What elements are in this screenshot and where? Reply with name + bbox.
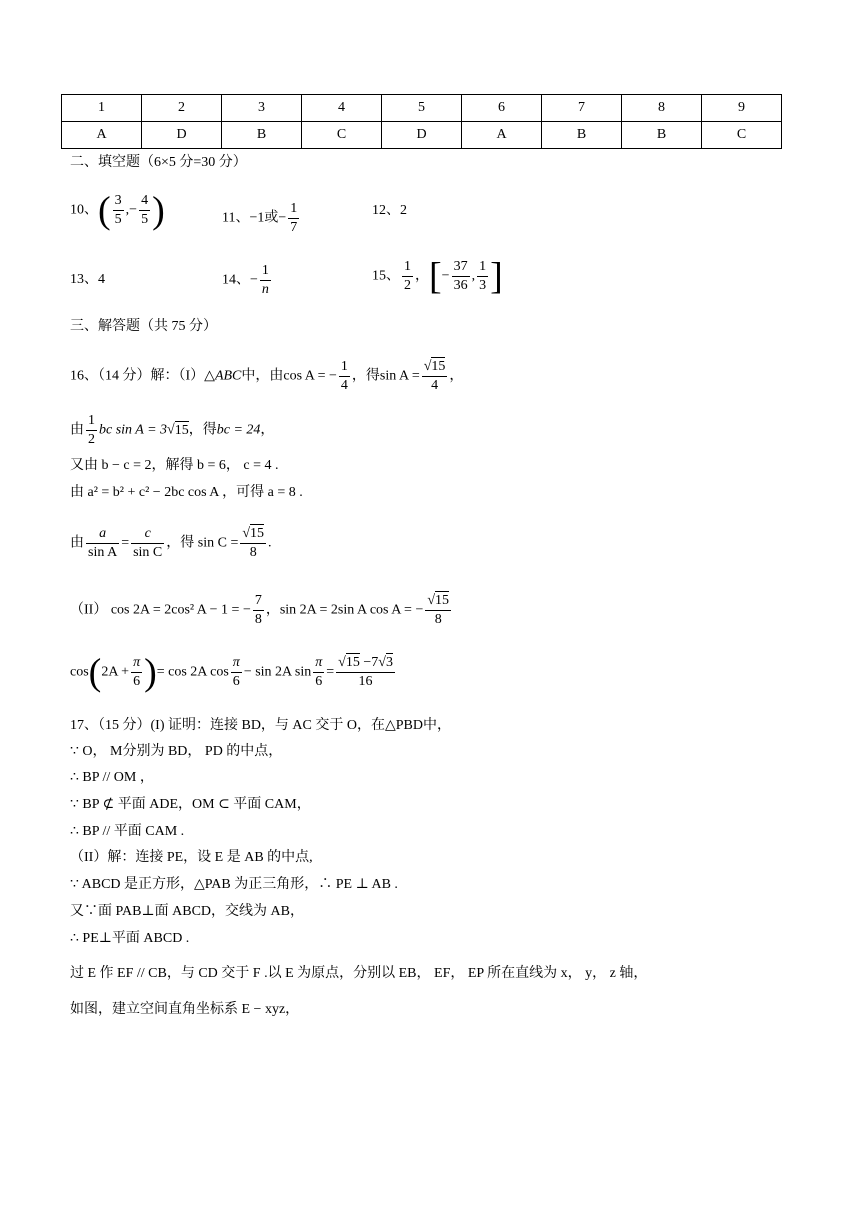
q11: 11、−1或− $\frac{1}{7}$ [222,201,298,235]
section2-heading: 二、填空题（6×5 分=30 分） [70,155,247,170]
q17-line2: ∵ O， M分别为 BD， PD 的中点， [70,744,283,759]
table-cell: 9 [702,95,782,122]
table-cell: 3 [222,95,302,122]
table-cell: 7 [542,95,622,122]
table-cell: 8 [622,95,702,122]
q17-line6: （II）解：连接 PE，设 E 是 AB 的中点, [70,850,313,865]
table-cell: B [622,122,702,149]
table-cell: B [542,122,622,149]
q13: 13、4 [70,272,105,287]
q17-line10: 过 E 作 EF // CB，与 CD 交于 F .以 E 为原点，分别以 EB， EF， EP 所在直线为 x， y， z 轴， [70,966,648,981]
table-row-answers [62,122,782,149]
q17-line1: 17、（15 分）(I) 证明：连接 BD，与 AC 交于 O，在△PBD中， [70,718,451,733]
q10-prefix: 10、 [70,202,98,218]
table-row-numbers [62,95,782,122]
table-cell: A [62,122,142,149]
q16-line7: cos(2A + $\frac{\pi}{6}$ )= cos 2A cos $\frac{\pi}{6}$ − sin 2A sin $\frac{\pi}{6}$ = $\frac{√15 -7√3}{16}$ [70,651,393,694]
table-cell: 6 [462,95,542,122]
q17-line5: ∴ BP // 平面 CAM . [70,824,185,839]
table-cell: D [382,122,462,149]
q16-line2: 由 $\frac{1}{2}$ bc sin A = 3√15，得bc = 24， [70,413,275,447]
q17-line9: ∴ PE⊥平面 ABCD . [70,931,190,946]
table-cell: C [702,122,782,149]
q14: 14、− $\frac{1}{n}$ [222,263,269,297]
section3-heading: 三、解答题（共 75 分） [70,319,217,334]
q17-line7: ∵ ABCD 是正方形，△PAB 为正三角形，∴ PE ⊥ AB . [70,877,398,892]
q17-line8: 又∵面 PAB⊥面 ABCD，交线为 AB， [70,904,304,919]
q12: 12、2 [372,203,407,218]
q16-line3: 又由 b − c = 2，解得 b = 6， c = 4 . [70,458,279,473]
q16-line1: 16、（14 分）解：（I）△ABC中，由cos A = − $\frac{1}{4}$ ，得sin A = $\frac{√15}{4}$ ， [70,359,464,393]
q17-line3: ∴ BP // OM ， [70,770,154,785]
table-cell: 1 [62,95,142,122]
q17-line4: ∵ BP ⊄ 平面 ADE，OM ⊂ 平面 CAM， [70,797,311,812]
table-cell: 2 [142,95,222,122]
q16-line5: 由 $\frac{a}{\text{sin A}}$ = $\frac{c}{\text{sin C}}$ ，得 sin C = $\frac{√15}{8}$ . [70,526,272,560]
table-cell: 4 [302,95,382,122]
q16-line6: （II） cos 2A = 2cos² A − 1 = − $\frac{7}{8}$ ，sin 2A = 2sin A cos A = − $\frac{√15}{8}$ [70,593,450,627]
answer-table [61,94,782,149]
q10: 10、( $\frac{3}{5}$ ,− $\frac{4}{5}$ ) [70,189,165,232]
table-cell: C [302,122,382,149]
q16-line4: 由 a² = b² + c² − 2bc cos A ，可得 a = 8 . [70,485,303,500]
table-cell: A [462,122,542,149]
table-cell: 5 [382,95,462,122]
q17-line11: 如图，建立空间直角坐标系 E − xyz， [70,1002,300,1017]
q15: 15、 $\frac{1}{2}$ ，[− $\frac{37}{36}$ , $\frac{1}{3}$ ] [372,255,503,298]
table-cell: D [142,122,222,149]
table-cell: B [222,122,302,149]
